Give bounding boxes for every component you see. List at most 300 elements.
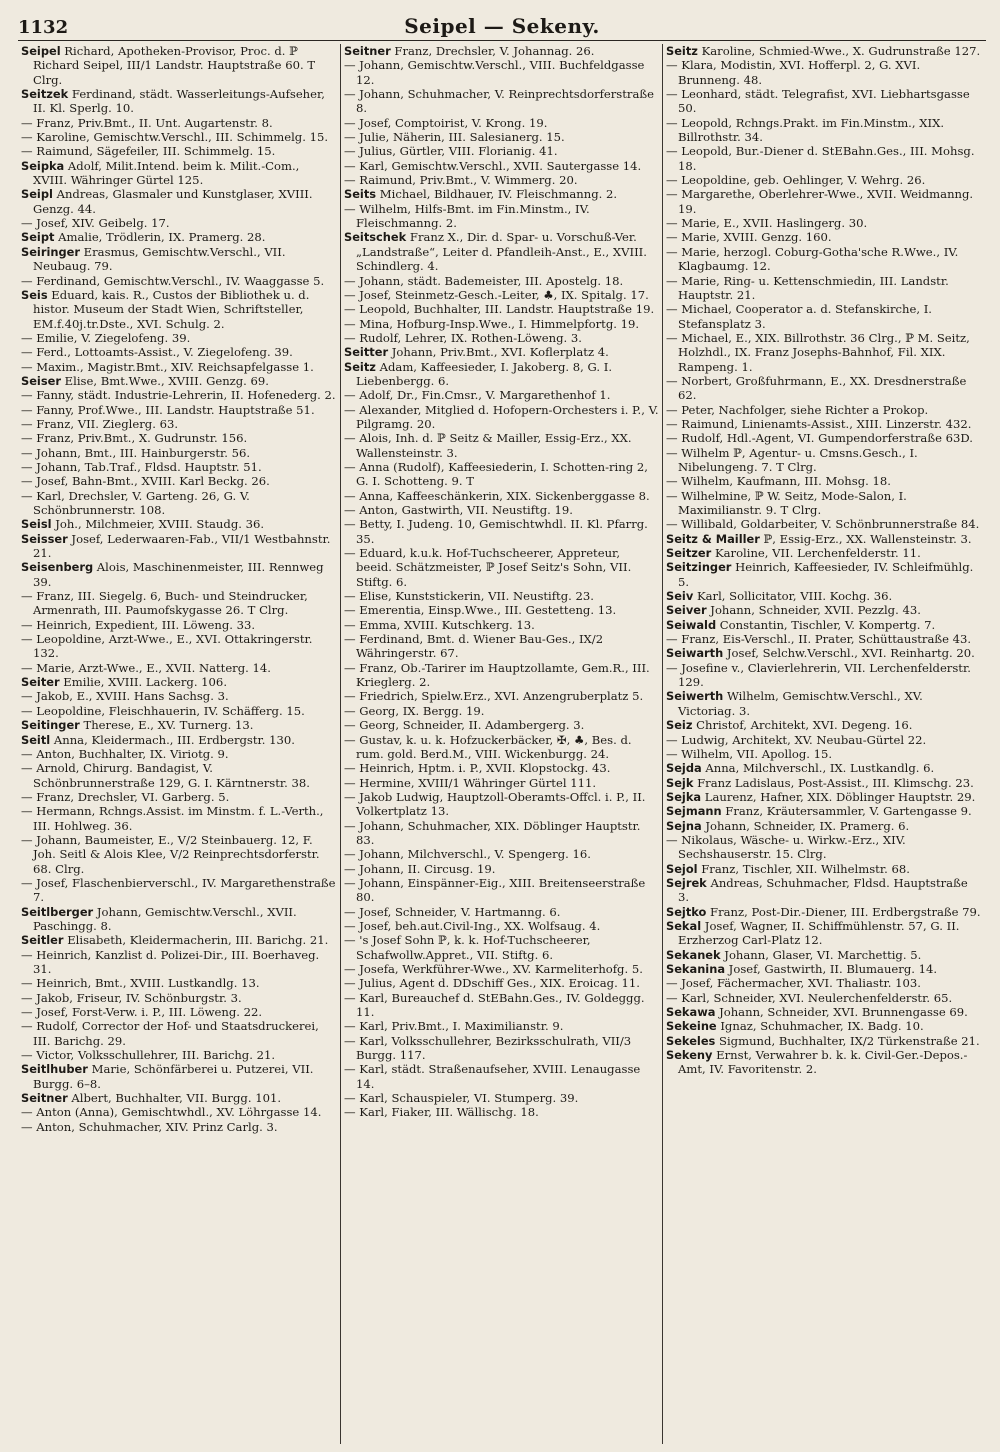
entry-text: — Karl, Bureauchef d. StEBahn.Ges., IV. Goldeggg. 11.: [344, 990, 645, 1020]
directory-entry: [344, 1105, 659, 1119]
directory-entry: [21, 274, 337, 288]
entry-text: Andreas, Schuhmacher, Fldsd. Hauptstraße 3.: [678, 875, 968, 905]
directory-entry: [344, 661, 659, 690]
directory-entry: [666, 819, 981, 833]
entry-text: — Rudolf, Lehrer, IX. Rothen-Löweng. 3.: [344, 330, 582, 345]
entry-text: Johann, Schneider, XVII. Pezzlg. 43.: [706, 603, 921, 618]
directory-entry: [666, 689, 981, 718]
entry-text: — Anton (Anna), Gemischtwhdl., XV. Löhrgasse 14.: [21, 1105, 322, 1120]
directory-entry: [344, 1062, 659, 1091]
entry-text: — Leopold, Bur.-Diener d. StEBahn.Ges., III. Mohsg. 18.: [666, 144, 975, 173]
directory-entry: [21, 87, 337, 116]
entry-text: — Franz, Priv.Bmt., II. Unt. Augartenstr. 8.: [21, 115, 273, 130]
directory-entry: [21, 589, 337, 618]
entry-text: — Karl, Fiaker, III. Wällischg. 18.: [344, 1105, 539, 1120]
directory-entry: [21, 905, 337, 934]
directory-entry: [344, 489, 659, 503]
entry-text: — Wilhelmine, ℙ W. Seitz, Mode-Salon, I. Maximilianstr. 9. T Clrg.: [666, 488, 907, 517]
entry-text: — Norbert, Großfuhrmann, E., XX. Dresdnerstraße 62.: [666, 373, 967, 403]
directory-entry: [21, 1005, 337, 1019]
entry-text: — Johann, Einspänner-Eig., XIII. Breitenseerstraße 80.: [344, 875, 646, 905]
directory-entry: [21, 661, 337, 675]
entry-text: — Mina, Hofburg-Insp.Wwe., I. Himmelpfortg. 19.: [344, 316, 640, 331]
directory-entry: [666, 948, 981, 962]
entry-text: — Johann, Schuhmacher, V. Reinprechtsdorferstraße 8.: [344, 87, 654, 116]
directory-entry: [666, 532, 981, 546]
entry-surname: Seitz: [666, 44, 698, 58]
directory-entry: [21, 288, 337, 331]
directory-entry: [666, 331, 981, 374]
directory-entry: [344, 187, 659, 201]
entry-surname: Seis: [21, 287, 48, 302]
column-2: [340, 44, 662, 1444]
directory-entry: [666, 58, 981, 87]
directory-entry: [666, 991, 981, 1005]
directory-entry: [21, 1105, 337, 1119]
entry-text: — Josef, XIV. Geibelg. 17.: [21, 216, 170, 231]
entry-text: — Franz, III. Siegelg. 6, Buch- und Steindrucker, Armenrath, III. Paumofskygasse 26. T Clrg.: [21, 589, 308, 618]
directory-entry: [344, 44, 659, 58]
entry-surname: Seiter: [21, 675, 60, 690]
entry-text: — Leopold, Buchhalter, III. Landstr. Hauptstraße 19.: [344, 302, 655, 317]
directory-entry: [344, 876, 659, 905]
directory-entry: [344, 761, 659, 775]
entry-text: — Josef, Steinmetz-Gesch.-Leiter, ♣, IX. Spitalg. 17.: [344, 287, 649, 302]
directory-entry: [344, 345, 659, 359]
entry-text: Johann, Glaser, VI. Marchettig. 5.: [720, 947, 922, 962]
directory-entry: [344, 360, 659, 389]
entry-text: — Arnold, Chirurg. Bandagist, V. Schönbrunnerstraße 129, G. I. Kärntnerstr. 38.: [21, 761, 310, 790]
directory-entry: [344, 230, 659, 273]
entry-text: — Hermine, XVIII/1 Währinger Gürtel 111.: [344, 775, 597, 790]
page-header: [18, 14, 986, 41]
entry-text: — Jakob Ludwig, Hauptzoll-Oberamts-Offcl. i. P., II. Volkertplatz 13.: [344, 789, 646, 819]
directory-entry: [666, 245, 981, 274]
directory-entry: [666, 876, 981, 905]
directory-entry: [666, 116, 981, 145]
directory-entry: [21, 331, 337, 345]
directory-entry: [344, 962, 659, 976]
entry-surname: Seitlhuber: [21, 1062, 88, 1077]
directory-entry: [666, 517, 981, 531]
entry-text: — Heinrich, Kanzlist d. Polizei-Dir., III. Boerhaveg. 31.: [21, 947, 320, 976]
directory-entry: [344, 905, 659, 919]
directory-entry: [344, 991, 659, 1020]
entry-text: Richard, Apotheken-Provisor, Proc. d. ℙ Richard Seipel, III/1 Landstr. Hauptstraße 60. T Clrg.: [33, 44, 316, 87]
directory-entry: [344, 776, 659, 790]
directory-entry: [21, 417, 337, 431]
directory-entry: [666, 804, 981, 818]
entry-text: Anna, Milchverschl., IX. Lustkandlg. 6.: [701, 761, 935, 776]
entry-surname: Seiv: [666, 589, 694, 604]
entry-text: — Emma, XVIII. Kutschkerg. 13.: [344, 617, 535, 632]
entry-text: Amalie, Trödlerin, IX. Pramerg. 28.: [54, 230, 266, 245]
directory-entry: [666, 833, 981, 862]
directory-entry: [666, 187, 981, 216]
entry-text: — Anton, Buchhalter, IX. Viriotg. 9.: [21, 746, 229, 761]
directory-entry: [666, 417, 981, 431]
entry-text: — Raimund, Linienamts-Assist., XIII. Linzerstr. 432.: [666, 416, 972, 431]
directory-entry: [344, 388, 659, 402]
directory-entry: [21, 374, 337, 388]
entry-text: — Marie, Ring- u. Kettenschmiedin, III. Landstr. Hauptstr. 21.: [666, 273, 949, 302]
entry-surname: Seiwarth: [666, 646, 724, 661]
column-3: [662, 44, 984, 1444]
entry-text: — Anton, Schuhmacher, XIV. Prinz Carlg. 3.: [21, 1119, 278, 1134]
entry-text: — Franz, Eis-Verschl., II. Prater, Schüttaustraße 43.: [666, 632, 972, 647]
entry-surname: Seiver: [666, 603, 707, 618]
directory-entry: [666, 489, 981, 518]
entry-surname: Seiwald: [666, 617, 717, 632]
entry-text: — Emerentia, Einsp.Wwe., III. Gestetteng. 13.: [344, 603, 617, 618]
entry-text: Ferdinand, städt. Wasserleitungs-Aufseher, II. Kl. Sperlg. 10.: [33, 87, 325, 116]
entry-text: — Johann, Tab.Traf., Fldsd. Hauptstr. 51.: [21, 459, 262, 474]
entry-text: — Elise, Kunststickerin, VII. Neustiftg. 23.: [344, 589, 594, 604]
directory-entry: [21, 1091, 337, 1105]
directory-entry: [21, 833, 337, 876]
entry-text: Johann, Priv.Bmt., XVI. Koflerplatz 4.: [388, 345, 609, 360]
directory-entry: [344, 976, 659, 990]
entry-surname: Sejmann: [666, 804, 722, 819]
entry-surname: Seiwerth: [666, 689, 724, 704]
entry-surname: Seitzer: [666, 546, 712, 561]
entry-surname: Sejtko: [666, 904, 707, 919]
entry-text: Franz, Kräutersammler, V. Gartengasse 9.: [721, 804, 972, 819]
entry-text: Josef, Gastwirth, II. Blumauerg. 14.: [725, 962, 938, 976]
entry-text: — Johann, Bmt., III. Hainburgerstr. 56.: [21, 445, 251, 460]
directory-entry: [344, 144, 659, 158]
directory-entry: [21, 460, 337, 474]
entry-text: — Peter, Nachfolger, siehe Richter a Prokop.: [666, 402, 929, 417]
entry-text: Josef, Lederwaaren-Fab., VII/1 Westbahnstr. 21.: [33, 531, 331, 561]
directory-entry: [21, 1120, 337, 1134]
directory-entry: [344, 1091, 659, 1105]
directory-entry: [21, 474, 337, 488]
directory-entry: [21, 446, 337, 460]
directory-entry: [344, 862, 659, 876]
directory-entry: [666, 976, 981, 990]
entry-text: — Leopoldine, Arzt-Wwe., E., XVI. Ottakringerstr. 132.: [21, 632, 313, 661]
directory-entry: [666, 761, 981, 775]
directory-entry: [21, 991, 337, 1005]
directory-entry: [666, 374, 981, 403]
entry-text: Sigmund, Buchhalter, IX/2 Türkenstraße 21.: [715, 1033, 980, 1048]
entry-text: — Alexander, Mitglied d. Hofopern-Orchesters i. P., V. Pilgramg. 20.: [344, 402, 659, 431]
entry-text: Johann, Gemischtw.Verschl., XVII. Paschingg. 8.: [33, 904, 297, 933]
directory-entry: [344, 1019, 659, 1033]
entry-surname: Seitschek: [344, 230, 407, 245]
entry-text: — Karl, Priv.Bmt., I. Maximilianstr. 9.: [344, 1019, 564, 1034]
directory-entry: [344, 288, 659, 302]
entry-text: — Ludwig, Architekt, XV. Neubau-Gürtel 22.: [666, 732, 927, 747]
entry-surname: Seipl: [21, 187, 53, 202]
entry-surname: Seitner: [21, 1091, 68, 1106]
directory-entry: [666, 1019, 981, 1033]
directory-entry: [21, 948, 337, 977]
entry-surname: Seipel: [21, 44, 61, 58]
entry-text: — Michael, E., XIX. Billrothstr. 36 Clrg., ℙ M. Seitz, Holzhdl., IX. Franz Josephs-Bahnhof, Fil. XIX. Rampeng. 1.: [666, 330, 970, 374]
entry-text: Alois, Maschinenmeister, III. Rennweg 39.: [33, 560, 324, 589]
directory-entry: [21, 761, 337, 790]
entry-text: Erasmus, Gemischtw.Verschl., VII. Neubaug. 79.: [33, 244, 286, 274]
entry-text: — Karl, Gemischtw.Verschl., XVII. Sautergasse 14.: [344, 158, 642, 173]
entry-text: Ignaz, Schuhmacher, IX. Badg. 10.: [716, 1019, 924, 1034]
directory-entry: [344, 1034, 659, 1063]
entry-text: — Ferdinand, Bmt. d. Wiener Bau-Ges., IX/2 Währingerstr. 67.: [344, 632, 604, 661]
entry-surname: Seiringer: [21, 244, 80, 259]
directory-entry: [21, 44, 337, 87]
entry-text: Josef, Selchw.Verschl., XVI. Reinhartg. 20.: [723, 646, 975, 661]
entry-text: — Johann, Baumeister, E., V/2 Steinbauerg. 12, F. Joh. Seitl & Alois Klee, V/2 Reinprechtsdorferstr. 68. Clrg.: [21, 832, 320, 876]
entry-text: — Heinrich, Bmt., XVIII. Lustkandlg. 13.: [21, 976, 260, 991]
entry-text: — Ferd., Lottoamts-Assist., V. Ziegelofeng. 39.: [21, 345, 293, 360]
entry-surname: Sejk: [666, 775, 694, 790]
directory-entry: [666, 589, 981, 603]
entry-text: — Josef, Schneider, V. Hartmanng. 6.: [344, 904, 561, 919]
directory-entry: [21, 976, 337, 990]
entry-surname: Sekanek: [666, 947, 721, 962]
entry-surname: Seitter: [344, 345, 389, 360]
directory-entry: [344, 331, 659, 345]
directory-entry: [344, 517, 659, 546]
entry-surname: Sekawa: [666, 1005, 716, 1020]
entry-surname: Seitz: [344, 359, 376, 374]
entry-text: Marie, Schönfärberei u. Putzerei, VII. Burgg. 6–8.: [33, 1062, 314, 1091]
directory-entry: [344, 460, 659, 489]
directory-entry: [666, 560, 981, 589]
entry-text: Christof, Architekt, XVI. Degeng. 16.: [692, 718, 913, 733]
directory-entry: [21, 532, 337, 561]
directory-entry: [666, 144, 981, 173]
entry-surname: Seitz & Mailler: [666, 531, 760, 546]
entry-text: — Franz, VII. Zieglerg. 63.: [21, 416, 179, 431]
directory-entry: [344, 202, 659, 231]
directory-entry: [344, 589, 659, 603]
directory-entry: [666, 919, 981, 948]
entry-text: — Josef, Flaschenbierverschl., IV. Margarethenstraße 7.: [21, 875, 336, 905]
entry-text: — Marie, Arzt-Wwe., E., XVII. Natterg. 14.: [21, 660, 271, 675]
entry-text: — Josef, Bahn-Bmt., XVIII. Karl Beckg. 26.: [21, 474, 270, 489]
directory-entry: [21, 345, 337, 359]
entry-text: Michael, Bildhauer, IV. Fleischmanng. 2.: [376, 187, 618, 202]
entry-surname: Seipt: [21, 230, 55, 245]
entry-text: — Wilhelm, Hilfs-Bmt. im Fin.Minstm., IV. Fleischmanng. 2.: [344, 201, 590, 231]
directory-entry: [344, 847, 659, 861]
directory-entry: [21, 360, 337, 374]
directory-entry: [344, 431, 659, 460]
entry-text: Joh., Milchmeier, XVIII. Staudg. 36.: [51, 517, 265, 532]
entry-text: — Josef, Fächermacher, XVI. Thaliastr. 103.: [666, 976, 921, 991]
directory-entry: [666, 87, 981, 116]
entry-surname: Seisl: [21, 517, 52, 532]
directory-entry: [21, 689, 337, 703]
directory-entry: [666, 173, 981, 187]
directory-entry: [344, 58, 659, 87]
directory-entry: [344, 87, 659, 116]
entry-text: — Klara, Modistin, XVI. Hofferpl. 2, G. XVI. Brunneng. 48.: [666, 58, 921, 87]
entry-text: Elisabeth, Kleidermacherin, III. Barichg. 21.: [63, 933, 329, 948]
entry-text: — Karoline, Gemischtw.Verschl., III. Schimmelg. 15.: [21, 130, 329, 145]
directory-entry: [21, 618, 337, 632]
directory-entry: [21, 517, 337, 531]
entry-surname: Sejda: [666, 761, 702, 776]
directory-entry: [344, 173, 659, 187]
entry-text: Wilhelm, Gemischtw.Verschl., XV. Victoriag. 3.: [678, 689, 923, 718]
entry-text: Johann, Schneider, IX. Pramerg. 6.: [701, 818, 910, 833]
entry-text: — Hermann, Rchngs.Assist. im Minstm. f. L.-Verth., III. Hohlweg. 36.: [21, 804, 324, 833]
entry-text: — Karl, Schauspieler, VI. Stumperg. 39.: [344, 1091, 579, 1106]
entry-text: Therese, E., XV. Turnerg. 13.: [79, 718, 254, 733]
entry-text: ℙ, Essig-Erz., XX. Wallensteinstr. 3.: [759, 531, 972, 546]
directory-entry: [21, 876, 337, 905]
directory-entry: [21, 116, 337, 130]
directory-entry: [344, 790, 659, 819]
entry-surname: Seisenberg: [21, 560, 94, 575]
entry-surname: Seitner: [344, 44, 391, 58]
entry-text: — Ferdinand, Gemischtw.Verschl., IV. Waaggasse 5.: [21, 273, 325, 288]
entry-text: Albert, Buchhalter, VII. Burgg. 101.: [67, 1091, 282, 1106]
entry-text: Karoline, Schmied-Wwe., X. Gudrunstraße 127.: [697, 44, 981, 58]
entry-text: — Eduard, k.u.k. Hof-Tuchscheerer, Appreteur, beeid. Schätzmeister, ℙ Josef Seitz's Sohn, VII. Stiftg. 6.: [344, 546, 632, 589]
entry-text: — Jakob, Friseur, IV. Schönburgstr. 3.: [21, 990, 242, 1005]
entry-text: — Karl, Drechsler, V. Garteng. 26, G. V. Schönbrunnerstr. 108.: [21, 488, 250, 517]
directory-entry: [666, 1034, 981, 1048]
entry-text: — Josefine v., Clavierlehrerin, VII. Lerchenfelderstr. 129.: [666, 660, 971, 690]
entry-surname: Seipka: [21, 158, 65, 173]
directory-entry: [666, 603, 981, 617]
entry-surname: Seitzinger: [666, 560, 732, 575]
directory-entry: [21, 632, 337, 661]
entry-text: — Victor, Volksschullehrer, III. Barichg. 21.: [21, 1048, 276, 1063]
directory-entry: [21, 733, 337, 747]
entry-text: — Josef, beh.aut.Civil-Ing., XX. Wolfsaug. 4.: [344, 918, 601, 933]
directory-entry: [666, 1048, 981, 1077]
entry-text: — Heinrich, Hptm. i. P., XVII. Klopstockg. 43.: [344, 761, 611, 776]
entry-text: — Willibald, Goldarbeiter, V. Schönbrunnerstraße 84.: [666, 517, 980, 532]
entry-text: — Leopold, Rchngs.Prakt. im Fin.Minstm., XIX. Billrothstr. 34.: [666, 115, 945, 145]
directory-entry: [666, 474, 981, 488]
entry-text: Franz, Tischler, XII. Wilhelmstr. 68.: [697, 861, 910, 876]
directory-entry: [344, 933, 659, 962]
entry-surname: Sejka: [666, 789, 702, 804]
directory-entry: [344, 116, 659, 130]
entry-text: — Franz, Drechsler, VI. Garberg. 5.: [21, 789, 230, 804]
entry-text: Franz, Post-Dir.-Diener, III. Erdbergstraße 79.: [706, 904, 981, 919]
entry-surname: Sekeny: [666, 1048, 713, 1063]
directory-entry: [344, 503, 659, 517]
entry-text: — Margarethe, Oberlehrer-Wwe., XVII. Weidmanng. 19.: [666, 187, 974, 216]
directory-entry: [666, 618, 981, 632]
directory-entry: [344, 718, 659, 732]
directory-entry: [344, 546, 659, 589]
entry-text: — Josefa, Werkführer-Wwe., XV. Karmeliterhofg. 5.: [344, 962, 643, 976]
entry-text: — Johann, Milchverschl., V. Spengerg. 16.: [344, 847, 591, 862]
entry-text: — Nikolaus, Wäsche- u. Wirkw.-Erz., XIV. Sechshauserstr. 15. Clrg.: [666, 832, 906, 862]
entry-text: — Johann, Gemischtw.Verschl., VIII. Buchfeldgasse 12.: [344, 58, 645, 87]
entry-surname: Sejrek: [666, 875, 707, 890]
entry-text: — Anna, Kaffeeschänkerin, XIX. Sickenberggasse 8.: [344, 488, 650, 503]
directory-entry: [21, 675, 337, 689]
entry-text: — 's Josef Sohn ℙ, k. k. Hof-Tuchscheerer, Schafwollw.Appret., VII. Stiftg. 6.: [344, 933, 591, 962]
directory-entry: [666, 44, 981, 58]
directory-entry: [21, 403, 337, 417]
entry-text: — Friedrich, Spielw.Erz., XVI. Anzengruberplatz 5.: [344, 689, 644, 704]
directory-entry: [344, 317, 659, 331]
entry-text: — Heinrich, Expedient, III. Löweng. 33.: [21, 617, 256, 632]
directory-entry: [21, 130, 337, 144]
entry-surname: Seitler: [21, 933, 64, 948]
entry-text: — Julius, Agent d. DDschiff Ges., XIX. Eroicag. 11.: [344, 976, 640, 991]
directory-entry: [666, 302, 981, 331]
directory-entry: [21, 431, 337, 445]
entry-text: Ernst, Verwahrer b. k. k. Civil-Ger.-Depos.-Amt, IV. Favoritenstr. 2.: [678, 1048, 968, 1077]
directory-entry: [666, 733, 981, 747]
entry-text: — Johann, Schuhmacher, XIX. Döblinger Hauptstr. 83.: [344, 818, 641, 847]
entry-text: Anna, Kleidermach., III. Erdbergstr. 130.: [50, 732, 295, 747]
directory-entry: [666, 776, 981, 790]
entry-surname: Sekeine: [666, 1019, 717, 1034]
directory-entry: [666, 718, 981, 732]
directory-entry: [21, 704, 337, 718]
entry-text: — Michael, Cooperator a. d. Stefanskirche, I. Stefansplatz 3.: [666, 302, 932, 331]
entry-text: — Franz, Priv.Bmt., X. Gudrunstr. 156.: [21, 431, 248, 446]
directory-entry: [666, 431, 981, 445]
entry-text: Eduard, kais. R., Custos der Bibliothek u. d. histor. Museum der Stadt Wien, Schriftsteller, EM.f.40j.tr.Dste., XVI. Schulg. 2.: [33, 287, 310, 331]
entry-surname: Sekanina: [666, 962, 725, 976]
entry-text: — Wilhelm, VII. Apollog. 15.: [666, 746, 833, 761]
directory-entry: [21, 1048, 337, 1062]
entry-text: — Georg, IX. Bergg. 19.: [344, 703, 485, 718]
directory-entry: [344, 302, 659, 316]
directory-entry: [21, 804, 337, 833]
entry-surname: Seits: [344, 187, 377, 202]
entry-text: Karl, Sollicitator, VIII. Kochg. 36.: [693, 589, 893, 604]
column-1: [18, 44, 340, 1444]
entry-surname: Seiser: [21, 373, 61, 388]
entry-text: Franz, Drechsler, V. Johannag. 26.: [390, 44, 595, 58]
entry-text: — Fanny, Prof.Wwe., III. Landstr. Hauptstraße 51.: [21, 402, 315, 417]
entry-text: — Rudolf, Hdl.-Agent, VI. Gumpendorferstraße 63D.: [666, 431, 973, 446]
entry-text: — Marie, herzogl. Coburg-Gotha'sche R.Wwe., IV. Klagbaumg. 12.: [666, 244, 959, 274]
directory-entry: [666, 661, 981, 690]
entry-surname: Seitinger: [21, 718, 80, 733]
directory-entry: [21, 933, 337, 947]
directory-entry: [21, 245, 337, 274]
entry-text: — Karl, städt. Straßenaufseher, XVIII. Lenaugasse 14.: [344, 1062, 641, 1091]
entry-surname: Seitlberger: [21, 904, 94, 919]
entry-surname: Seiz: [666, 718, 693, 733]
directory-entry: [666, 274, 981, 303]
entry-text: — Raimund, Priv.Bmt., V. Wimmerg. 20.: [344, 173, 578, 188]
entry-surname: Seitl: [21, 732, 51, 747]
entry-text: — Gustav, k. u. k. Hofzuckerbäcker, ✠, ♣, Bes. d. rum. gold. Berd.M., VIII. Wickenburgg. 24.: [344, 732, 632, 761]
entry-text: — Julius, Gürtler, VIII. Florianig. 41.: [344, 144, 558, 159]
directory-entry: [344, 403, 659, 432]
directory-entry: [666, 790, 981, 804]
entry-text: — Johann, städt. Bademeister, III. Apostelg. 18.: [344, 273, 624, 288]
directory-entry: [344, 704, 659, 718]
directory-entry: [21, 159, 337, 188]
directory-entry: [21, 144, 337, 158]
directory-entry: [344, 733, 659, 762]
entry-text: Adolf, Milit.Intend. beim k. Milit.-Com., XVIII. Währinger Gürtel 125.: [33, 158, 300, 188]
directory-entry: [21, 187, 337, 216]
entry-text: Heinrich, Kaffeesieder, IV. Schleifmühlg. 5.: [678, 560, 974, 589]
entry-text: — Leopoldine, Fleischhauerin, IV. Schäfferg. 15.: [21, 703, 305, 718]
directory-entry: [21, 1062, 337, 1091]
entry-text: Elise, Bmt.Wwe., XVIII. Genzg. 69.: [60, 373, 269, 388]
entry-surname: Sejna: [666, 818, 702, 833]
